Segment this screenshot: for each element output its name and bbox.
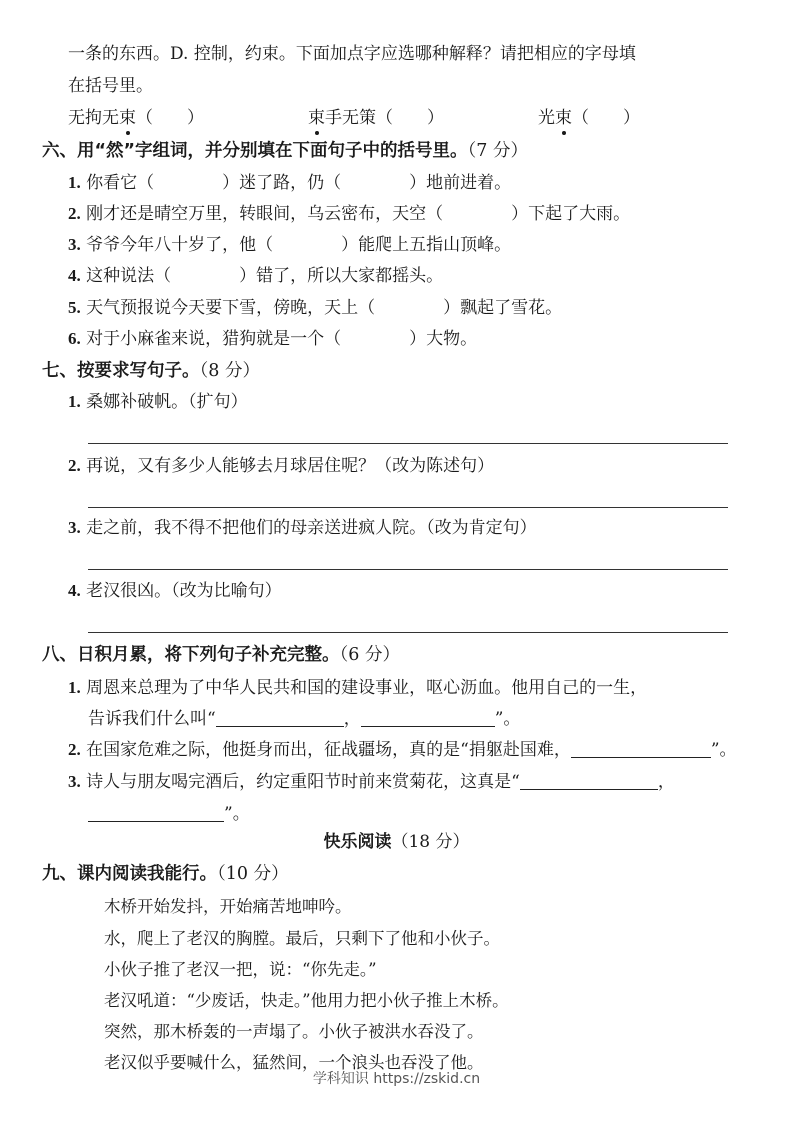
section-9-title: 九、课内阅读我能行。（10 分） bbox=[42, 864, 289, 884]
section-6-points: （7 分） bbox=[467, 141, 528, 161]
reading-paragraph: 木桥开始发抖，开始痛苦地呻吟。 bbox=[104, 897, 352, 916]
s8-question-1-line-2: 告诉我们什么叫“ ， ”。 bbox=[88, 709, 521, 729]
s7-question-4: 4. 老汉很凶。（改为比喻句） bbox=[68, 581, 282, 601]
fill-blank[interactable] bbox=[88, 803, 224, 822]
answer-line[interactable] bbox=[88, 632, 728, 633]
intro-item-2: 束手无策（ ） bbox=[308, 108, 444, 128]
s6-question-5: 5. 天气预报说今天要下雪，傍晚，天上（ ）飘起了雪花。 bbox=[68, 298, 563, 318]
reading-paragraph: 小伙子推了老汉一把，说：“你先走。” bbox=[104, 960, 377, 979]
s7-question-3: 3. 走之前，我不得不把他们的母亲送进疯人院。（改为肯定句） bbox=[68, 518, 537, 538]
section-7-points: （8 分） bbox=[199, 361, 260, 381]
s6-question-1: 1. 你看它（ ）迷了路，仍（ ）地前进着。 bbox=[68, 173, 512, 193]
answer-line[interactable] bbox=[88, 507, 728, 508]
s6-question-6: 6. 对于小麻雀来说，猎狗就是一个（ ）大物。 bbox=[68, 329, 478, 349]
answer-line[interactable] bbox=[88, 443, 728, 444]
emphasis-dot-char: 束 bbox=[555, 108, 572, 128]
emphasis-dot-char: 束 bbox=[119, 108, 136, 128]
s8-question-3-line-2: ”。 bbox=[88, 802, 250, 826]
s6-question-2: 2. 刚才还是晴空万里，转眼间，乌云密布，天空（ ）下起了大雨。 bbox=[68, 204, 631, 224]
intro-line-2: 在括号里。 bbox=[68, 76, 153, 96]
s8-question-1-line-1: 1. 周恩来总理为了中华人民共和国的建设事业，呕心沥血。他用自己的一生， bbox=[68, 678, 648, 698]
reading-section-header: 快乐阅读（18 分） bbox=[323, 832, 470, 852]
fill-blank[interactable] bbox=[361, 708, 495, 727]
fill-blank[interactable] bbox=[520, 771, 658, 790]
s7-hint: （改为陈述句） bbox=[375, 456, 495, 476]
intro-line-1: 一条的东西。D. 控制，约束。下面加点字应选哪种解释？请把相应的字母填 bbox=[68, 44, 636, 64]
reading-paragraph: 老汉似乎要喊什么，猛然间，一个浪头也吞没了他。 bbox=[104, 1053, 484, 1072]
section-6-title: 六、用“然”字组词，并分别填在下面句子中的括号里。（7 分） bbox=[42, 141, 528, 161]
s7-hint: （改为肯定句） bbox=[426, 518, 537, 538]
reading-paragraph: 老汉吼道：“少废话，快走。”他用力把小伙子推上木桥。 bbox=[104, 991, 509, 1010]
s7-question-1: 1. 桑娜补破帆。（扩句） bbox=[68, 392, 248, 412]
s8-question-2: 2. 在国家危难之际，他挺身而出，征战疆场，真的是“捐躯赴国难， ”。 bbox=[68, 740, 737, 760]
intro-item-3: 光束（ ） bbox=[538, 108, 640, 128]
section-8-title: 八、日积月累，将下列句子补充完整。（6 分） bbox=[42, 645, 400, 665]
s6-question-3: 3. 爷爷今年八十岁了，他（ ）能爬上五指山顶峰。 bbox=[68, 235, 512, 255]
section-7-title: 七、按要求写句子。（8 分） bbox=[42, 361, 260, 381]
fill-blank[interactable] bbox=[571, 739, 711, 758]
s7-hint: （扩句） bbox=[188, 392, 248, 412]
section-9-points: （10 分） bbox=[217, 864, 289, 884]
s7-hint: （改为比喻句） bbox=[171, 581, 282, 601]
s6-question-4: 4. 这种说法（ ）错了，所以大家都摇头。 bbox=[68, 266, 444, 286]
watermark-footer: 学科知识 https://zskid.cn bbox=[312, 1071, 481, 1087]
reading-paragraph: 水，爬上了老汉的胸膛。最后，只剩下了他和小伙子。 bbox=[104, 929, 500, 948]
s8-question-3: 3. 诗人与朋友喝完酒后，约定重阳节时前来赏菊花，这真是“ ， bbox=[68, 772, 675, 792]
emphasis-dot-char: 束 bbox=[308, 108, 325, 128]
fill-blank[interactable] bbox=[216, 708, 344, 727]
section-8-points: （6 分） bbox=[339, 645, 400, 665]
s7-question-2: 2. 再说，又有多少人能够去月球居住呢？（改为陈述句） bbox=[68, 456, 495, 476]
answer-line[interactable] bbox=[88, 569, 728, 570]
reading-paragraph: 突然，那木桥轰的一声塌了。小伙子被洪水吞没了。 bbox=[104, 1022, 484, 1041]
intro-item-1: 无拘无束（ ） bbox=[68, 108, 204, 128]
